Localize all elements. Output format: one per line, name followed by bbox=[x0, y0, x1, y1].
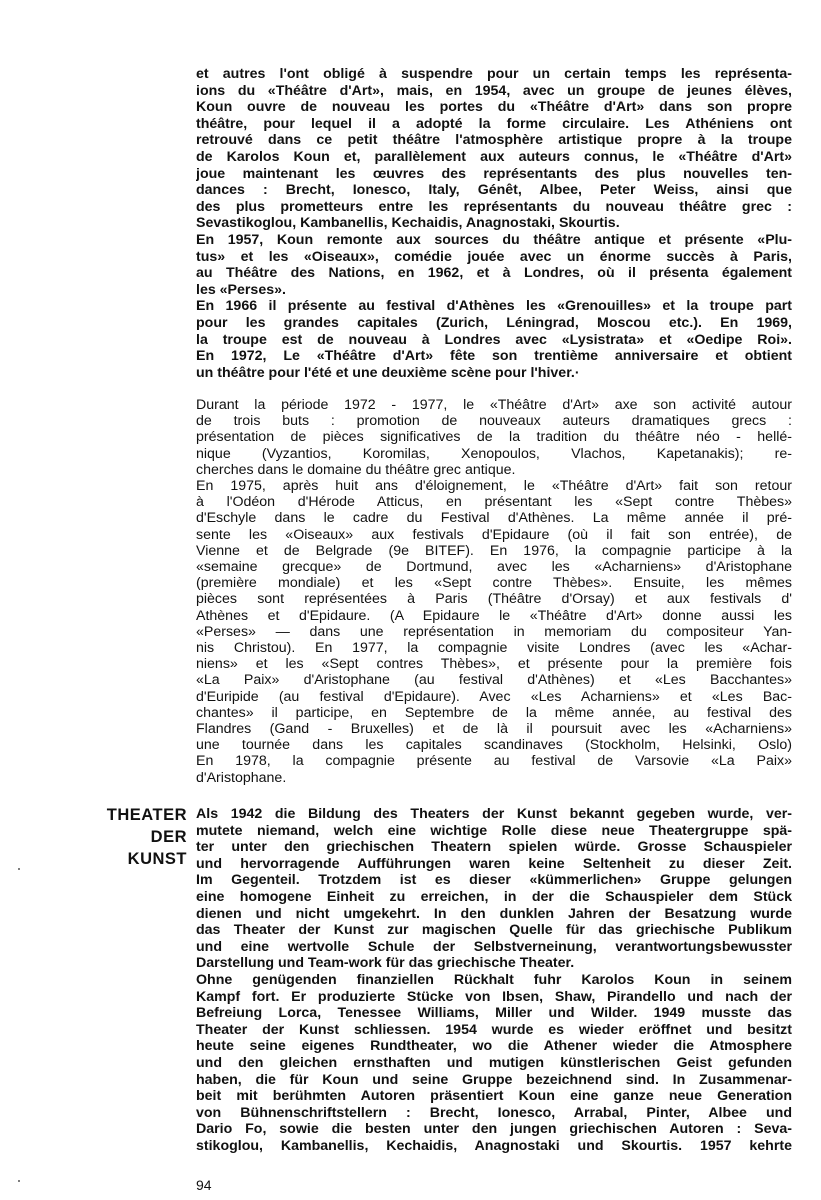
scan-speck bbox=[18, 868, 20, 870]
text-line: pour les grandes capitales (Zurich, Léningrad, Moscou etc.). En 1969, bbox=[196, 314, 792, 331]
text-line: de trois buts : promotion de nouveaux auteurs dramatiques grecs : bbox=[196, 413, 792, 430]
text-line: Athènes et d'Epidaure. (A Epidaure le «Théâtre d'Art» donne aussi les bbox=[196, 607, 792, 624]
text-line: heute seine eigenes Rundtheater, wo die Athener wieder die Atmosphere bbox=[196, 1038, 792, 1055]
section-heading-line: DER bbox=[150, 828, 187, 846]
text-line: und hervorragende Aufführungen waren keine Seltenheit zu dieser Zeit. bbox=[196, 855, 792, 872]
text-line: «Perses» — dans une représentation in memoriam du compositeur Yan- bbox=[196, 623, 792, 640]
text-line: Im Gegenteil. Trotzdem ist es dieser «kümmerlichen» Gruppe gelungen bbox=[196, 872, 792, 889]
text-line: des plus prometteurs entre les représentants du nouveau théâtre grec : bbox=[196, 198, 792, 215]
text-line: sente les «Oiseaux» aux festivals d'Epidaure (où il fait son entrée), de bbox=[196, 526, 792, 543]
text-line: cherches dans le domaine du théâtre grec antique. bbox=[196, 461, 516, 478]
text-line: Durant la période 1972 - 1977, le «Théâtre d'Art» axe son activité autour bbox=[196, 397, 792, 413]
text-line: von Bühnenschriftstellern : Brecht, Ionesco, Arrabal, Pinter, Albee und bbox=[196, 1104, 792, 1121]
text-line: au Théâtre des Nations, en 1962, et à Londres, où il présenta également bbox=[196, 265, 792, 282]
text-line: En 1966 il présente au festival d'Athènes les «Grenouilles» et la troupe part bbox=[196, 298, 792, 315]
text-line: dances : Brecht, Ionesco, Italy, Génêt, Albee, Peter Weiss, ainsi que bbox=[196, 182, 792, 199]
text-line: les «Perses». bbox=[196, 281, 286, 298]
text-line: chantes» il participe, en Septembre de la même année, au festival des bbox=[196, 704, 792, 721]
text-line: nis Christou). En 1977, la compagnie visite Londres (avec les «Achar- bbox=[196, 640, 792, 657]
text-line: pièces sont représentées à Paris (Théâtre d'Orsay) et aux festivals d' bbox=[196, 591, 792, 608]
text-line: de Karolos Koun et, parallèlement aux auteurs connus, le «Théâtre d'Art» bbox=[196, 148, 792, 165]
text-line: En 1957, Koun remonte aux sources du théâtre antique et présente «Plu- bbox=[196, 231, 792, 248]
text-line: Theater der Kunst schliessen. 1954 wurde es wieder eröffnet und besitzt bbox=[196, 1021, 792, 1038]
text-line: Als 1942 die Bildung des Theaters der Kunst bekannt gegeben wurde, ver- bbox=[196, 806, 792, 822]
text-line: stikoglou, Kambanellis, Kechaidis, Anagnostaki und Skourtis. 1957 kehrte bbox=[196, 1137, 792, 1154]
text-line: En 1978, la compagnie présente au festival de Varsovie «La Paix» bbox=[196, 753, 792, 770]
text-line: joue maintenant les œuvres des représentants des plus nouvelles ten- bbox=[196, 165, 792, 182]
french-text-regular-section bbox=[196, 397, 792, 786]
text-line: d'Euripide (au festival d'Epidaure). Avec «Les Acharniens» et «Les Bac- bbox=[196, 688, 792, 705]
text-line: En 1975, après huit ans d'éloignement, le «Théâtre d'Art» fait son retour bbox=[196, 478, 792, 495]
text-line: En 1972, Le «Théâtre d'Art» fête son trentième anniversaire et obtient bbox=[196, 348, 792, 365]
text-line: (première mondiale) et les «Sept contre Thèbes». Ensuite, les mêmes bbox=[196, 575, 792, 592]
french-text-bold-section bbox=[196, 66, 792, 381]
text-line: Dario Fo, sowie die besten unter den jungen griechischen Autoren : Seva- bbox=[196, 1121, 792, 1138]
text-line: und eine wertvolle Schule der Selbstverneinung, verantwortungsbewusster bbox=[196, 938, 792, 955]
text-line: et autres l'ont obligé à suspendre pour un certain temps les représenta- bbox=[196, 66, 792, 82]
text-line: théâtre, pour lequel il a adopté la forme circulaire. Les Athéniens ont bbox=[196, 115, 792, 132]
german-text-section bbox=[196, 806, 792, 1154]
section-heading-line: KUNST bbox=[127, 850, 187, 868]
text-line: dienen und nicht umgekehrt. In den dunklen Jahren der Besatzung wurde bbox=[196, 905, 792, 922]
section-heading-line: THEATER bbox=[106, 806, 187, 824]
text-line: und den gleichen ernsthaften und mutigen künstlerischen Geist gefunden bbox=[196, 1054, 792, 1071]
text-line: un théâtre pour l'été et une deuxième scène pour l'hiver.· bbox=[196, 364, 580, 381]
text-line: Kampf fort. Er produzierte Stücke von Ibsen, Shaw, Pirandello und nach der bbox=[196, 988, 792, 1005]
text-line: Flandres (Gand - Bruxelles) et de là il poursuit avec les «Acharniens» bbox=[196, 721, 792, 738]
text-line: haben, die für Koun und seine Gruppe bezeichnend sind. In Zusammenar- bbox=[196, 1071, 792, 1088]
text-line: Ohne genügenden finanziellen Rückhalt fuhr Karolos Koun in seinem bbox=[196, 971, 792, 988]
text-line: ions du «Théâtre d'Art», mais, en 1954, avec un groupe de jeunes élèves, bbox=[196, 82, 792, 99]
text-line: niens» et les «Sept contres Thèbes», et présente pour la première fois bbox=[196, 656, 792, 673]
text-line: Vienne et de Belgrade (9e BITEF). En 1976, la compagnie participe à la bbox=[196, 542, 792, 559]
text-line: Koun ouvre de nouveau les portes du «Théâtre d'Art» dans son propre bbox=[196, 99, 792, 116]
text-line: d'Eschyle dans le cadre du Festival d'Athènes. La même année il pré- bbox=[196, 510, 792, 527]
scan-speck bbox=[18, 1180, 20, 1182]
text-line: une tournée dans les capitales scandinaves (Stockholm, Helsinki, Oslo) bbox=[196, 737, 792, 754]
section-heading-theater-der-kunst bbox=[96, 804, 187, 870]
text-line: beit mit berühmten Autoren präsentiert Koun eine ganze neue Generation bbox=[196, 1088, 792, 1105]
text-line: «La Paix» d'Aristophane (au festival d'Athènes) et «Les Bacchantes» bbox=[196, 672, 792, 689]
text-line: nique (Vyzantios, Koromilas, Xenopoulos, Vlachos, Kapetanakis); re- bbox=[196, 445, 792, 462]
text-line: la troupe est de nouveau à Londres avec «Lysistrata» et «Oedipe Roi». bbox=[196, 331, 792, 348]
text-line: retrouvé dans ce petit théâtre l'atmosphère artistique propre à la troupe bbox=[196, 132, 792, 149]
text-line: à l'Odéon d'Hérode Atticus, en présentant les «Sept contre Thèbes» bbox=[196, 494, 792, 511]
text-line: «semaine grecque» de Dortmund, avec les «Acharniens» d'Aristophane bbox=[196, 559, 792, 576]
page-number: 94 bbox=[196, 1177, 212, 1193]
text-line: tus» et les «Oiseaux», comédie jouée avec un énorme succès à Paris, bbox=[196, 248, 792, 265]
text-line: mutete niemand, welch eine wichtige Rolle diese neue Theatergruppe spä- bbox=[196, 822, 792, 839]
text-line: Sevastikoglou, Kambanellis, Kechaidis, Anagnostaki, Skourtis. bbox=[196, 215, 620, 232]
text-line: ter unter den griechischen Theatern spielen würde. Grosse Schauspieler bbox=[196, 839, 792, 856]
text-line: d'Aristophane. bbox=[196, 769, 287, 786]
text-line: eine homogene Einheit zu erreichen, in der die Schauspieler dem Stück bbox=[196, 888, 792, 905]
text-line: das Theater der Kunst zur magischen Quelle für das griechische Publikum bbox=[196, 922, 792, 939]
text-line: Darstellung und Team-work für das griechische Theater. bbox=[196, 955, 575, 972]
text-line: Befreiung Lorca, Tenessee Williams, Miller und Wilder. 1949 musste das bbox=[196, 1005, 792, 1022]
text-line: présentation de pièces significatives de la tradition du théâtre néo - hellé- bbox=[196, 429, 792, 446]
